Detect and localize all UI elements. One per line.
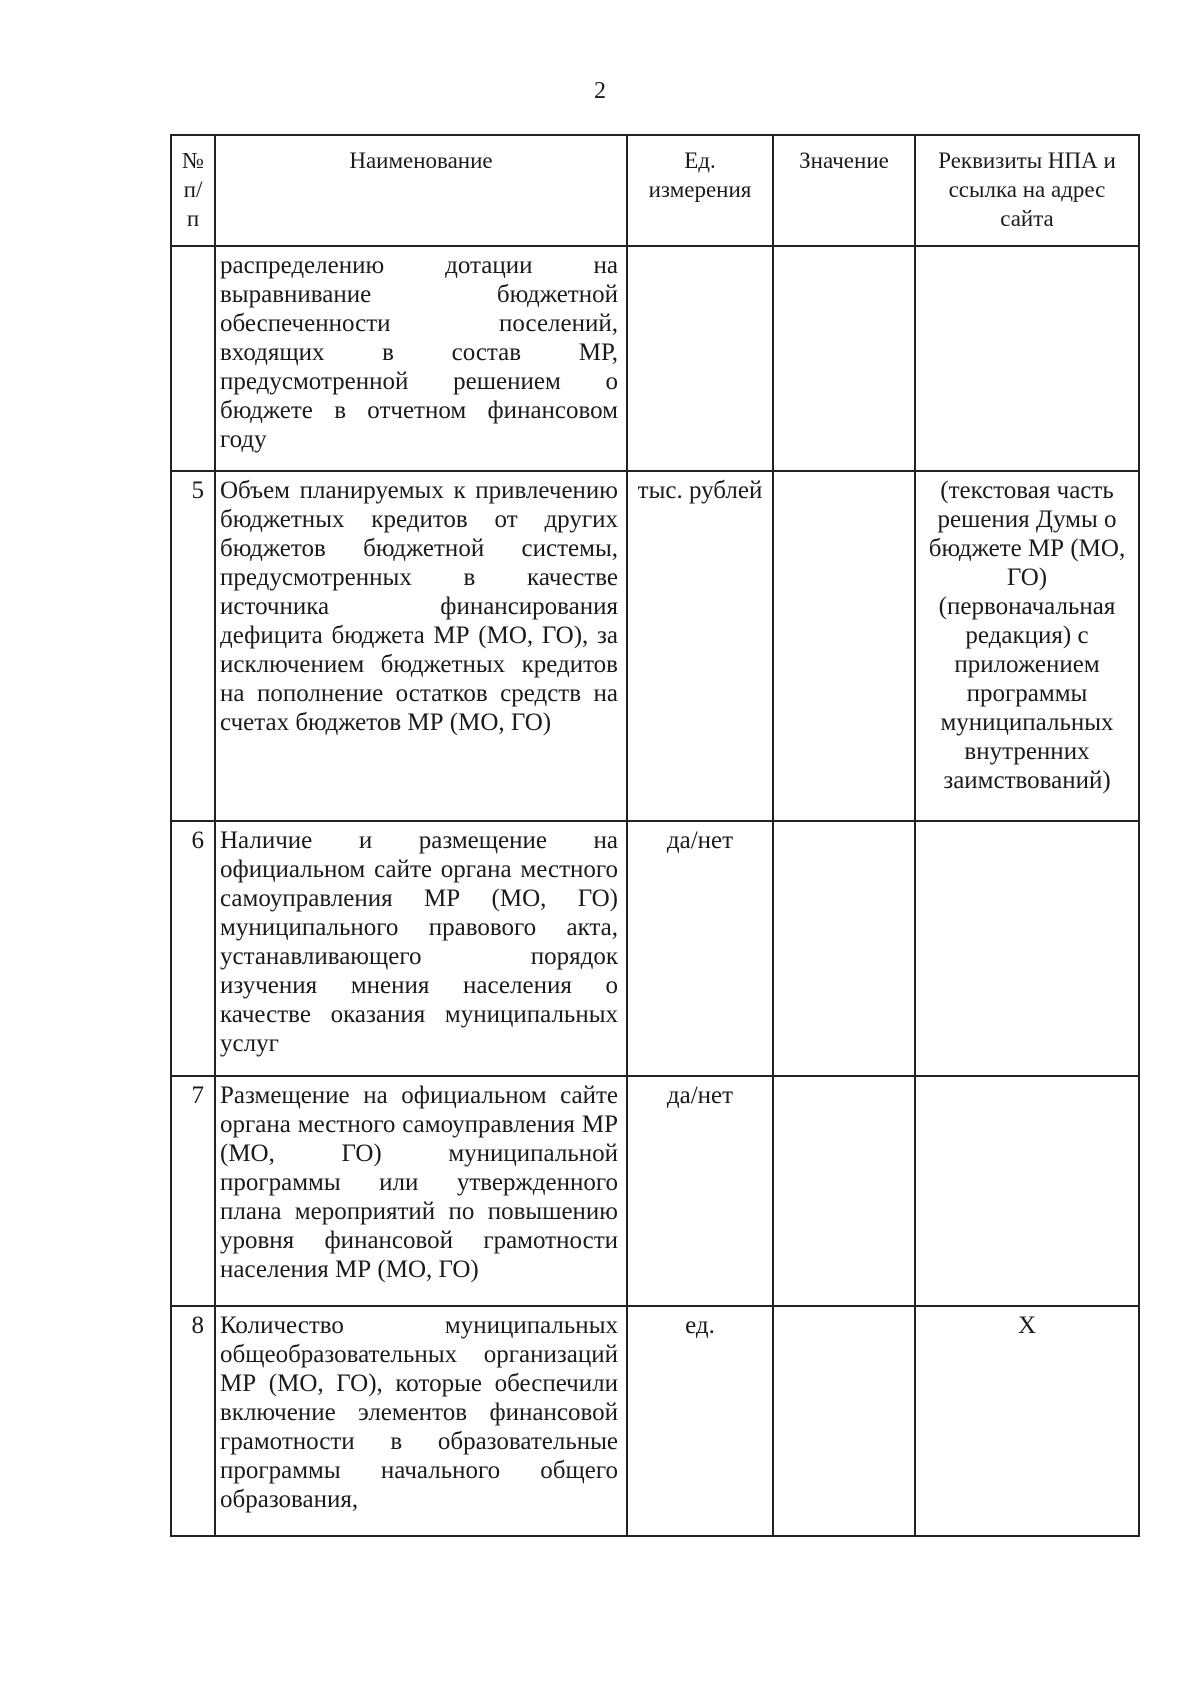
row-num: 7 [171,1076,215,1306]
row-name: распределению дотации на выравнивание бюджетной обеспеченности поселений, входящих в состав МР, предусмотренной решением о бюджете в отчетном финансовом году [215,246,627,471]
row-name: Размещение на официальном сайте органа местного самоуправления МР (МО, ГО) муниципальной программы или утвержденного плана мероприятий по повышению уровня финансовой грамотности населения МР (МО, ГО) [215,1076,627,1306]
row-num: 5 [171,471,215,821]
row-value [773,821,915,1076]
row-value [773,1306,915,1536]
table-row [171,1306,1139,1536]
row-requisites: (текстовая часть решения Думы о бюджете МР (МО, ГО) (первоначальная редакция) с приложением программы муниципальных внутренних заимствований) [915,471,1139,821]
table-header-row [171,135,1139,246]
row-unit: ед. [627,1306,773,1536]
row-requisites: Х [915,1306,1139,1536]
row-num: 8 [171,1306,215,1536]
table-header [171,135,1139,246]
table-body [171,246,1139,1536]
header-requisites: Реквизиты НПА и ссылка на адрес сайта [915,135,1139,246]
row-value [773,471,915,821]
row-num [171,246,215,471]
table-row [171,821,1139,1076]
row-num: 6 [171,821,215,1076]
header-value: Значение [773,135,915,246]
header-unit: Ед. измерения [627,135,773,246]
page-number: 2 [594,78,606,104]
row-value [773,1076,915,1306]
row-unit [627,246,773,471]
indicators-table [170,134,1140,1537]
row-name: Наличие и размещение на официальном сайте органа местного самоуправления МР (МО, ГО) муниципального правового акта, устанавливающего порядок изучения мнения населения о качестве оказания муниципальных услуг [215,821,627,1076]
row-unit: тыс. рублей [627,471,773,821]
row-requisites [915,821,1139,1076]
table-row [171,1076,1139,1306]
row-name: Объем планируемых к привлечению бюджетных кредитов от других бюджетов бюджетной системы, предусмотренных в качестве источника финансирования дефицита бюджета МР (МО, ГО), за исключением бюджетных кредитов на пополнение остатков средств на счетах бюджетов МР (МО, ГО) [215,471,627,821]
header-num: № п/п [171,135,215,246]
header-name: Наименование [215,135,627,246]
row-unit: да/нет [627,821,773,1076]
row-value [773,246,915,471]
row-requisites [915,1076,1139,1306]
row-unit: да/нет [627,1076,773,1306]
row-name: Количество муниципальных общеобразовательных организаций МР (МО, ГО), которые обеспечили включение элементов финансовой грамотности в образовательные программы начального общего образования, [215,1306,627,1536]
table-row [171,471,1139,821]
row-requisites [915,246,1139,471]
table-row [171,246,1139,471]
